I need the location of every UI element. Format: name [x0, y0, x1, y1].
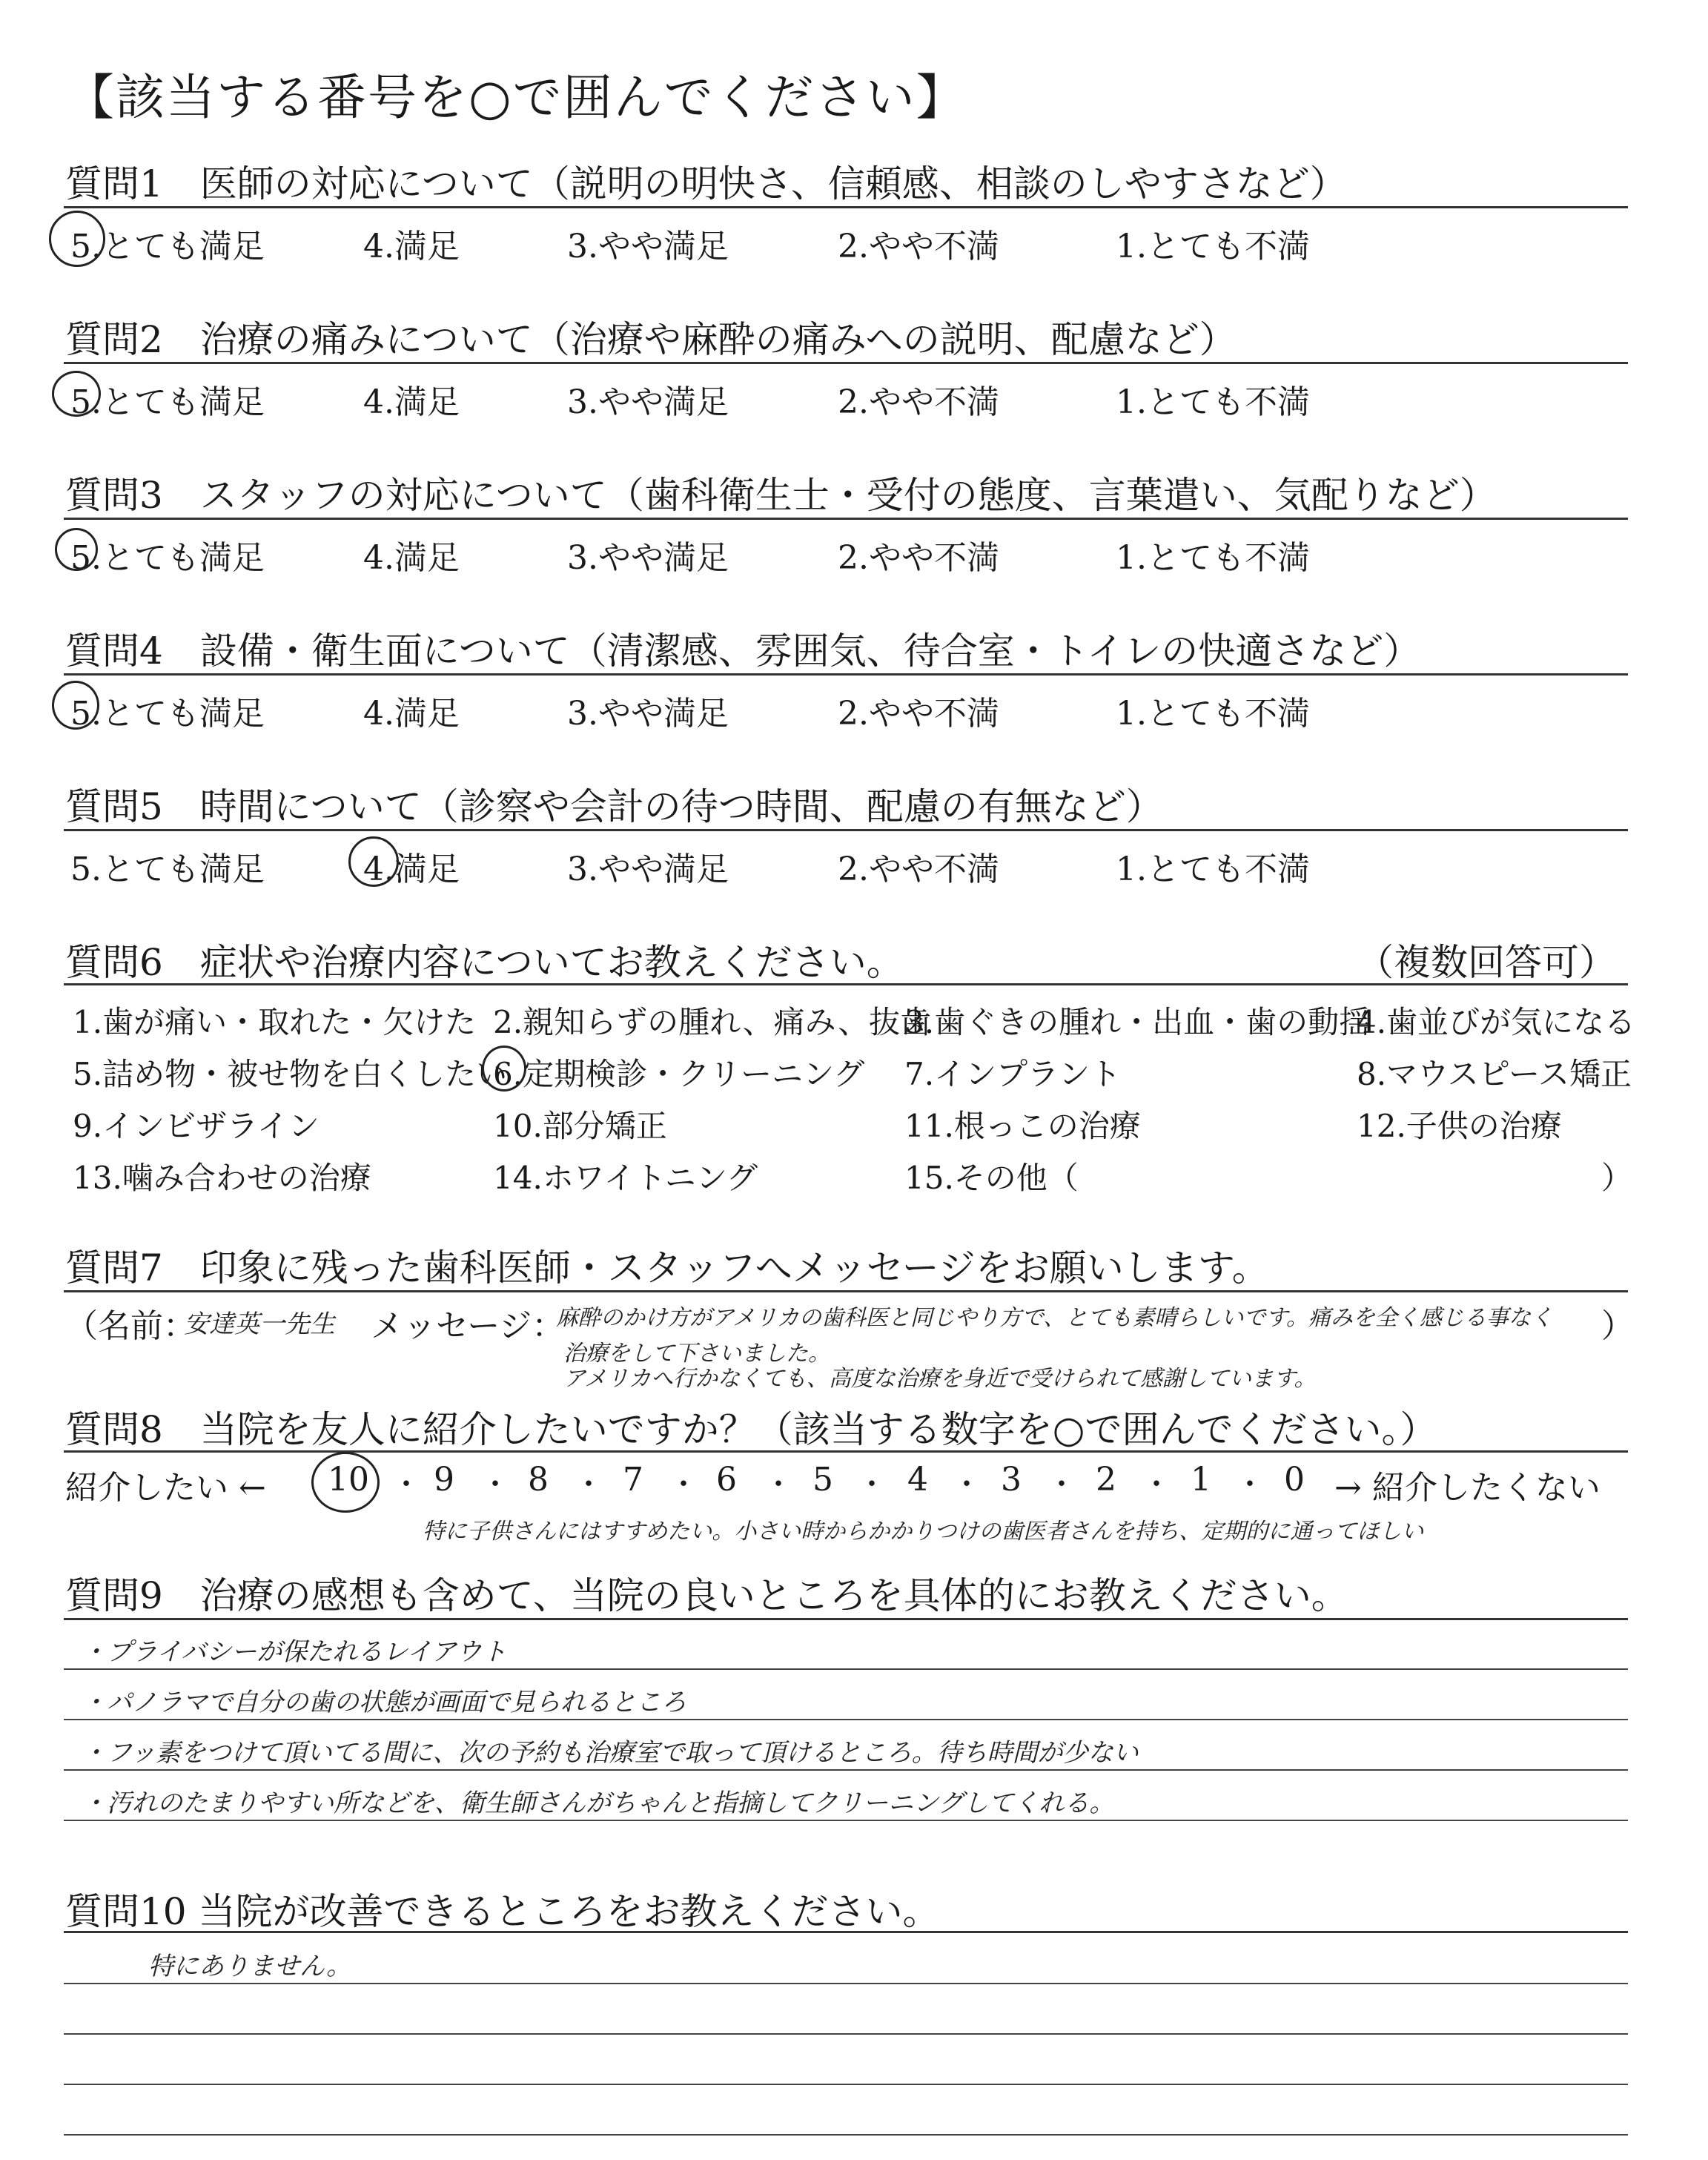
q5-opt-5[interactable]: 5.とても満足: [70, 851, 265, 888]
q6-rule: [64, 983, 1628, 985]
q7-name-label: （名前：: [65, 1307, 196, 1345]
q7-rule: [64, 1290, 1628, 1292]
q1-opt-3[interactable]: 3.やや満足: [567, 228, 729, 265]
q6-selection-circle: [482, 1046, 526, 1091]
q8-separator: ・: [1047, 1467, 1076, 1502]
q6-note: （複数回答可）: [1357, 941, 1616, 984]
q10-writing-line: [64, 2084, 1628, 2085]
q6-opt-8[interactable]: 8.マウスピース矯正: [1357, 1056, 1632, 1092]
q3-opt-1[interactable]: 1.とても不満: [1116, 539, 1310, 577]
q5-opt-3[interactable]: 3.やや満足: [567, 851, 729, 888]
q4-selection-circle: [52, 681, 99, 730]
q9-writing-line: [64, 1820, 1628, 1821]
q6-opt-5[interactable]: 5.詰め物・被せ物を白くしたい: [73, 1056, 508, 1092]
q4-opt-2[interactable]: 2.やや不満: [838, 695, 999, 733]
q5-opt-4[interactable]: 4.満足: [363, 851, 460, 888]
q6-opt-15[interactable]: 15.その他（: [904, 1160, 1079, 1196]
q6-opt-4[interactable]: 4.歯並びが気になる: [1357, 1004, 1636, 1040]
q6-title: 質問6 症状や治療内容についてお教えください。: [65, 941, 904, 984]
q2-opt-2[interactable]: 2.やや不満: [838, 383, 999, 421]
q7-message-line-2[interactable]: 治療をして下さいました。: [563, 1341, 830, 1367]
q6-opt-14[interactable]: 14.ホワイトニング: [493, 1160, 758, 1196]
q6-opt-1[interactable]: 1.歯が痛い・取れた・欠けた: [73, 1004, 477, 1040]
q8-separator: ・: [480, 1467, 510, 1502]
q8-scale-8[interactable]: 8: [528, 1461, 549, 1499]
q8-scale-7[interactable]: 7: [623, 1461, 643, 1499]
q5-title: 質問5 時間について（診察や会計の待つ時間、配慮の有無など）: [65, 785, 1163, 828]
q4-title: 質問4 設備・衛生面について（清潔感、雰囲気、待合室・トイレの快適さなど）: [65, 630, 1421, 673]
q8-scale-9[interactable]: 9: [434, 1461, 454, 1499]
q6-opt-10[interactable]: 10.部分矯正: [493, 1108, 667, 1144]
q1-title: 質問1 医師の対応について（説明の明快さ、信頼感、相談のしやすさなど）: [65, 162, 1347, 205]
q8-separator: ・: [391, 1467, 421, 1502]
form-header: 【該当する番号を○で囲んでください】: [65, 69, 967, 126]
q8-comment[interactable]: 特に子供さんにはすすめたい。小さい時からかかりつけの歯医者さんを持ち、定期的に通ってほしい: [423, 1519, 1424, 1545]
q10-answer[interactable]: 特にありません。: [148, 1952, 352, 1981]
q8-rule: [64, 1450, 1628, 1453]
q7-message-line-1[interactable]: 麻酔のかけ方がアメリカの歯科医と同じやり方で、とても素晴らしいです。痛みを全く感じる事なく: [556, 1305, 1553, 1331]
q10-writing-line: [64, 2134, 1628, 2136]
q6-opt-6[interactable]: 6.定期検診・クリーニング: [493, 1056, 865, 1092]
q8-scale-4[interactable]: 4: [907, 1461, 928, 1499]
q6-opt-2[interactable]: 2.親知らずの腫れ、痛み、抜歯: [493, 1004, 932, 1040]
q10-writing-line: [64, 1983, 1628, 1984]
q1-opt-4[interactable]: 4.満足: [363, 228, 460, 265]
q2-opt-1[interactable]: 1.とても不満: [1116, 383, 1310, 421]
q5-opt-1[interactable]: 1.とても不満: [1116, 851, 1310, 888]
q8-separator: ・: [952, 1467, 982, 1502]
q3-selection-circle: [55, 528, 98, 571]
q5-selection-circle: [348, 836, 399, 887]
q9-answer-line-3[interactable]: ・フッ素をつけて頂いてる間に、次の予約も治療室で取って頂けるところ。待ち時間が少ない: [82, 1738, 1139, 1768]
q5-opt-2[interactable]: 2.やや不満: [838, 851, 999, 888]
q8-separator: ・: [857, 1467, 887, 1502]
q8-scale-0[interactable]: 0: [1284, 1461, 1305, 1499]
q4-opt-1[interactable]: 1.とても不満: [1116, 695, 1310, 733]
q4-opt-4[interactable]: 4.満足: [363, 695, 460, 733]
q2-title: 質問2 治療の痛みについて（治療や麻酔の痛みへの説明、配慮など）: [65, 318, 1237, 361]
q6-opt-13[interactable]: 13.噛み合わせの治療: [73, 1160, 371, 1196]
q2-rule: [64, 362, 1628, 364]
q3-opt-5[interactable]: 5.とても満足: [70, 539, 265, 577]
q8-left-label: 紹介したい ←: [65, 1469, 266, 1507]
q8-right-label: → 紹介したくない: [1334, 1469, 1601, 1507]
q8-scale-10[interactable]: 10: [328, 1461, 369, 1499]
q8-separator: ・: [764, 1467, 793, 1502]
q9-answer-line-2[interactable]: ・パノラマで自分の歯の状態が画面で見られるところ: [82, 1688, 686, 1717]
q8-separator: ・: [1235, 1467, 1265, 1502]
q7-message-label: メッセージ：: [371, 1307, 565, 1345]
q6-opt-3[interactable]: 3.歯ぐきの腫れ・出血・歯の動揺: [904, 1004, 1371, 1040]
q7-message-line-3[interactable]: アメリカへ行かなくても、高度な治療を身近で受けられて感謝しています。: [563, 1366, 1317, 1392]
q8-scale-1[interactable]: 1: [1191, 1461, 1211, 1499]
q10-title: 質問10 当院が改善できるところをお教えください。: [65, 1890, 940, 1933]
q2-selection-circle: [52, 371, 101, 417]
q6-other-close: ）: [1601, 1160, 1633, 1196]
q7-title: 質問7 印象に残った歯科医師・スタッフへメッセージをお願いします。: [65, 1246, 1269, 1289]
q8-separator: ・: [1142, 1467, 1171, 1502]
q6-opt-11[interactable]: 11.根っこの治療: [904, 1108, 1141, 1144]
q3-opt-4[interactable]: 4.満足: [363, 539, 460, 577]
q10-rule: [64, 1931, 1628, 1933]
q9-writing-line: [64, 1769, 1628, 1771]
q9-writing-line: [64, 1668, 1628, 1670]
q2-opt-4[interactable]: 4.満足: [363, 383, 460, 421]
q1-selection-circle: [49, 211, 105, 267]
q8-selection-circle: [311, 1452, 380, 1513]
q6-opt-12[interactable]: 12.子供の治療: [1357, 1108, 1562, 1144]
q9-title: 質問9 治療の感想も含めて、当院の良いところを具体的にお教えください。: [65, 1574, 1348, 1617]
q8-separator: ・: [574, 1467, 603, 1502]
q8-title: 質問8 当院を友人に紹介したいですか？（該当する数字を○で囲んでください。）: [65, 1408, 1437, 1451]
q1-opt-1[interactable]: 1.とても不満: [1116, 228, 1310, 265]
q6-opt-9[interactable]: 9.インビザライン: [73, 1108, 320, 1144]
q9-answer-line-4[interactable]: ・汚れのたまりやすい所などを、衛生師さんがちゃんと指摘してクリーニングしてくれる。: [82, 1789, 1115, 1818]
q9-rule: [64, 1618, 1628, 1620]
q3-opt-2[interactable]: 2.やや不満: [838, 539, 999, 577]
q4-opt-5[interactable]: 5.とても満足: [70, 695, 265, 733]
q3-rule: [64, 518, 1628, 520]
q1-opt-5[interactable]: 5.とても満足: [70, 228, 265, 265]
q5-rule: [64, 829, 1628, 831]
q9-answer-line-1[interactable]: ・プライバシーが保たれるレイアウト: [82, 1637, 507, 1667]
q7-close: ）: [1601, 1307, 1634, 1345]
q8-scale-3[interactable]: 3: [1001, 1461, 1022, 1499]
q1-rule: [64, 206, 1628, 208]
q4-rule: [64, 673, 1628, 676]
q9-writing-line: [64, 1719, 1628, 1720]
q8-scale-2[interactable]: 2: [1096, 1461, 1116, 1499]
q3-title: 質問3 スタッフの対応について（歯科衛生士・受付の態度、言葉遣い、気配りなど）: [65, 474, 1497, 517]
q8-scale-6[interactable]: 6: [716, 1461, 737, 1499]
q2-opt-5[interactable]: 5.とても満足: [70, 383, 265, 421]
q3-opt-3[interactable]: 3.やや満足: [567, 539, 729, 577]
q1-opt-2[interactable]: 2.やや不満: [838, 228, 999, 265]
q4-opt-3[interactable]: 3.やや満足: [567, 695, 729, 733]
q7-name-value[interactable]: 安達英一先生: [184, 1309, 335, 1339]
q6-opt-7[interactable]: 7.インプラント: [904, 1056, 1122, 1092]
q8-separator: ・: [669, 1467, 698, 1502]
q8-scale-5[interactable]: 5: [812, 1461, 833, 1499]
q2-opt-3[interactable]: 3.やや満足: [567, 383, 729, 421]
q10-writing-line: [64, 2033, 1628, 2035]
